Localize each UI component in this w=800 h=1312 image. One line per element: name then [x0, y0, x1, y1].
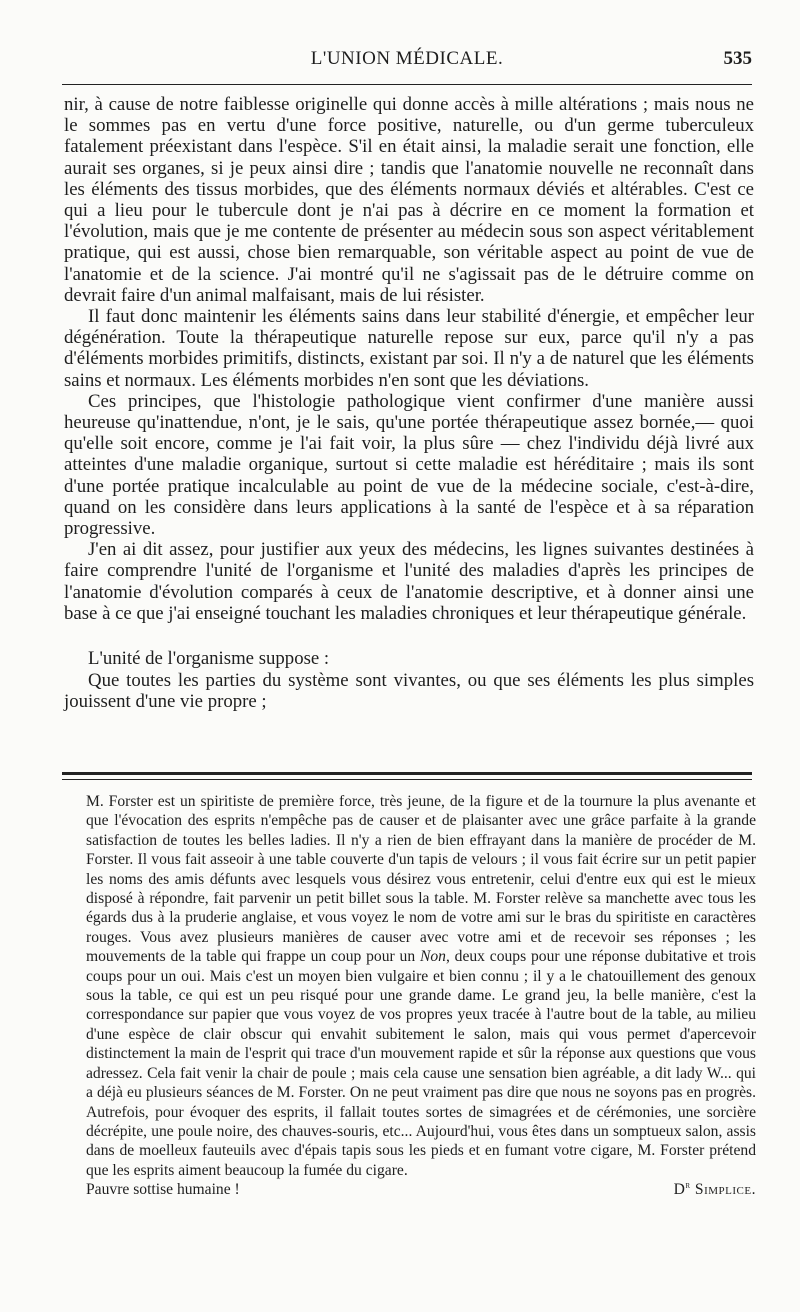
signature-name: Simplice. — [694, 1181, 756, 1199]
paragraph: Que toutes les parties du système sont vivantes, ou que ses éléments les plus simples jouissent d'une vie propre ; — [64, 670, 754, 713]
footnote-text-part: , deux coups pour une réponse dubitative et trois coups pour un oui. Mais c'est un moyen bien vulgaire et bien connu ; il y a le chatouillement des genoux sous la table, ce qui est un peu risqué pour une grande dame. Le grand jeu, la belle manière, c'est la correspondance sur papier que vous voyez de vos propres yeux tracée à l'autre bout de la table, au milieu d'une espèce de clair obscur qui envahit subitement le salon, mais qui vous permet d'apercevoir distinctement la main de l'esprit qui trace d'un mouvement rapide et sûr la réponse aux questions que vous adressez. Cela fait venir la chair de poule ; mais cela cause une sensation bien agréable, a dit lady W... qui a déjà eu plusieurs séances de M. Forster. On ne peut vraiment pas dire que nous ne soyons pas en progrès. Autrefois, pour évoquer des esprits, il fallait toutes sortes de simagrées et de cérémonies, une sorcière décrépite, une poule noire, des chauves-souris, etc... Aujourd'hui, vous êtes dans un somptueux salon, assis dans de moelleux fauteuils avec d'épais tapis sous les pieds et en fumant votre cigare, M. Forster prétend que les esprits aiment beaucoup la fumée du cigare. — [86, 948, 756, 1179]
signature — [674, 1180, 756, 1199]
footnote-rule — [62, 772, 752, 775]
footnote-text-part: M. Forster est un spiritiste de première force, très jeune, de la figure et de la tournure la plus avenante et que l'évocation des esprits n'empêche pas de causer et de plaisanter avec une grâce parfaite à la grande satisfaction de toutes les belles ladies. Il n'y a rien de bien effrayant dans la manière de procéder de M. Forster. Il vous fait asseoir à une table couverte d'un tapis de velours ; il vous fait écrire sur un petit papier les noms des amis défunts avec lesquels vous désirez vous entretenir, celui d'entre eux qui est le mieux disposé à répondre, fait parvenir un petit billet sous la table. M. Forster relève sa manchette avec tous les égards dus à la pruderie anglaise, et vous voyez le nom de votre ami sur le bras du spiritiste en caractères rouges. Vous avez plusieurs manières de causer avec votre ami et de recevoir ses réponses ; les mouvements de la table qui frappe un coup pour un — [86, 793, 756, 966]
signature-prefix: D — [673, 1181, 686, 1199]
footnote-italic-word: Non — [419, 948, 446, 966]
paragraph: L'unité de l'organisme suppose : — [88, 648, 330, 670]
paragraph: Il faut donc maintenir les éléments sains dans leur stabilité d'énergie, et empêcher leur dégénération. Toute la thérapeutique naturelle repose sur eux, parce qu'il n'y a pas d'éléments morbides primitifs, distincts, existant par soi. Il n'y a de naturel que les éléments sains et normaux. Les éléments morbides n'en sont que les déviations. — [64, 306, 754, 391]
paragraph: nir, à cause de notre faiblesse originelle qui donne accès à mille altérations ; mais nous ne le sommes pas en vertu d'une force positive, naturelle, ou d'un germe tuberculeux fatalement préexistant dans l'espèce. S'il en était ainsi, la maladie serait une fonction, elle aurait ses organes, si je peux ainsi dire ; tandis que l'anatomie nouvelle ne reconnaît dans les éléments des tissus morbides, que des éléments normaux déviés et altérables. C'est ce qui a lieu pour le tubercule dont je n'ai pas à décrire en ce moment la formation et l'évolution, mais que je me contente de présenter au médecin sous son aspect véritablement pratique, qui est aussi, chose bien remarquable, son véritable aspect au point de vue de l'anatomie et de la science. J'ai montré qu'il ne s'agissait pas de le détruire comme on devrait faire d'un animal malfaisant, mais de lui résister. — [64, 94, 754, 306]
closing-remark: Pauvre sottise humaine ! — [86, 1181, 240, 1199]
page-number: 535 — [723, 48, 752, 69]
footnote-closing — [86, 1180, 756, 1200]
main-text — [64, 94, 754, 713]
paragraph: J'en ai dit assez, pour justifier aux yeux des médecins, les lignes suivantes destinées à faire comprendre l'unité de l'organisme et l'unité des maladies d'après les principes de l'anatomie d'évolution comparés à ceux de l'anatomie descriptive, et à donner ainsi une base à ce que j'ai enseigné touchant les maladies chroniques et leur thérapeutique générale. — [64, 539, 754, 624]
paragraph: Ces principes, que l'histologie pathologique vient confirmer d'une manière aussi heureuse qu'inattendue, n'ont, je le sais, qu'une portée thérapeutique assez bornée,— quoi qu'elle soit encore, comme je l'ai fait voir, la plus sûre — chez l'individu déjà livré aux atteintes d'une maladie organique, surtout si cette maladie est héréditaire ; mais ils sont d'une portée pratique incalculable au point de vue de la médecine sociale, c'est-à-dire, quand on les considère dans leurs applications à la santé de l'espèce et à sa réparation progressive. — [64, 390, 754, 540]
footnote — [86, 792, 756, 1200]
signature-superscript: r — [685, 1179, 691, 1191]
footnote-paragraph — [86, 792, 756, 1180]
header-rule — [62, 84, 752, 85]
footnote-rule-thin — [62, 779, 752, 780]
running-title: L'UNION MÉDICALE. — [310, 48, 504, 69]
page-header — [62, 48, 752, 78]
